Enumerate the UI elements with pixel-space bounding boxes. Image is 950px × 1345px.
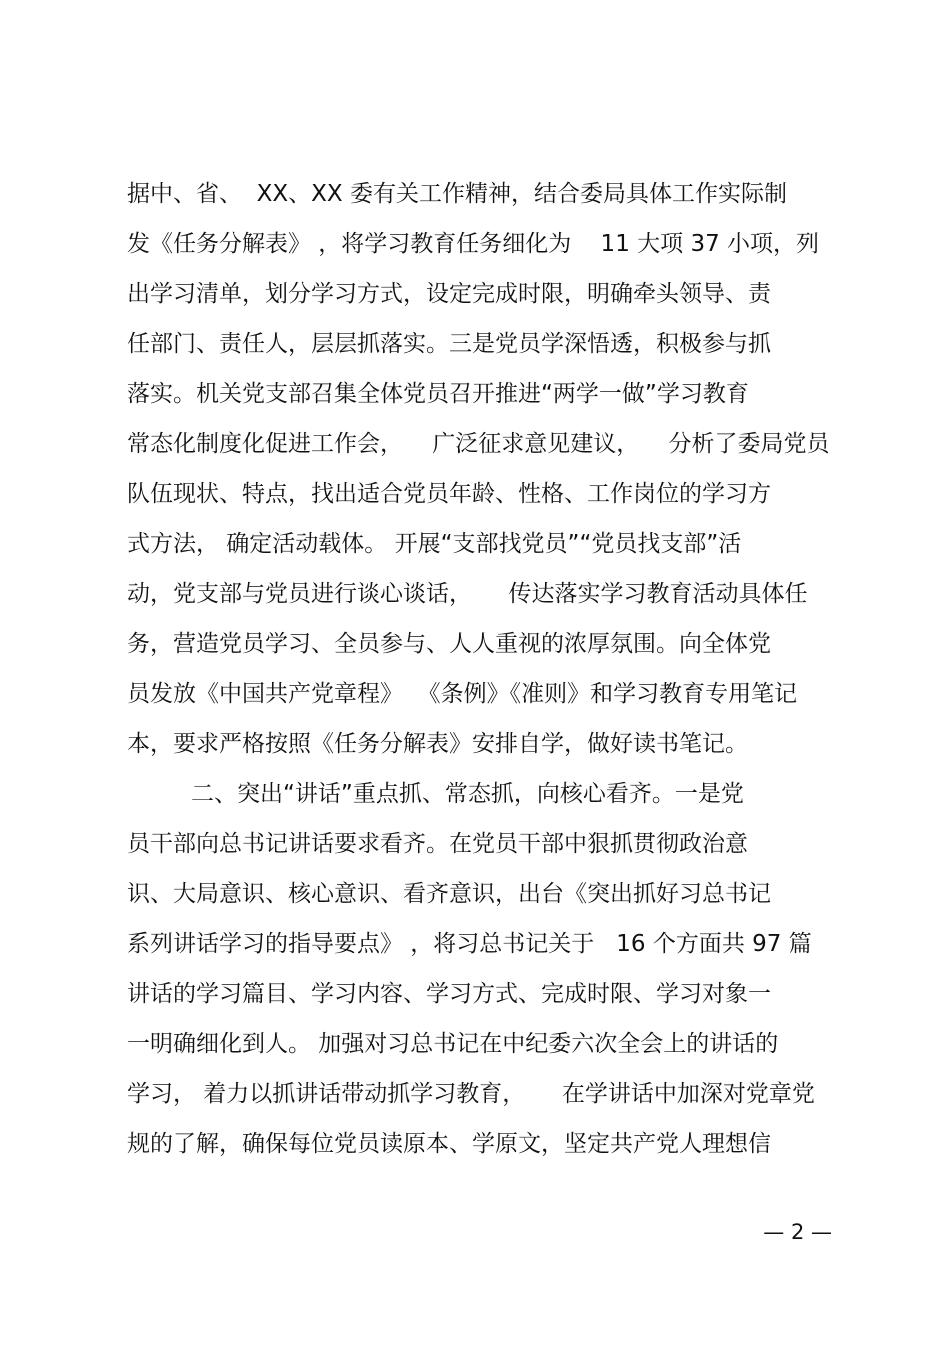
text-line: 动，党支部与党员进行谈心谈话， 传达落实学习教育活动具体任 <box>127 581 808 607</box>
text-line: 学习， 着力以抓讲话带动抓学习教育， 在学讲话中加深对党章党 <box>127 1081 815 1107</box>
text-line: 任部门、责任人，层层抓落实。三是党员学深悟透，积极参与抓 <box>127 331 771 357</box>
text-line: 务，营造党员学习、全员参与、人人重视的浓厚氛围。向全体党 <box>127 631 771 657</box>
text-line: 常态化制度化促进工作会， 广泛征求意见建议， 分析了委局党员 <box>127 431 830 457</box>
text-line: 员干部向总书记讲话要求看齐。在党员干部中狠抓贯彻政治意 <box>127 831 748 857</box>
text-line: 规的了解，确保每位党员读原本、学原文，坚定共产党人理想信 <box>127 1131 771 1157</box>
text-line: 识、大局意识、核心意识、看齐意识，出台《突出抓好习总书记 <box>127 881 771 907</box>
text-line: 发《任务分解表》 ，将学习教育任务细化为 11 大项 37 小项，列 <box>127 231 820 257</box>
text-line: 系列讲话学习的指导要点》 ，将习总书记关于 16 个方面共 97 篇 <box>127 931 812 957</box>
body-text <box>127 172 837 1172</box>
text-line: 本，要求严格按照《任务分解表》安排自学，做好读书笔记。 <box>127 731 748 757</box>
text-line: 出学习清单，划分学习方式，设定完成时限，明确牵头领导、责 <box>127 281 771 307</box>
text-line: 一明确细化到人。 加强对习总书记在中纪委六次全会上的讲话的 <box>127 1031 779 1057</box>
paragraph-start-line: 二、突出“讲话”重点抓、常态抓，向核心看齐。一是党 <box>191 781 744 807</box>
page-number: — 2 — <box>763 1220 832 1244</box>
text-line: 队伍现状、特点，找出适合党员年龄、性格、工作岗位的学习方 <box>127 481 771 507</box>
text-line: 式方法， 确定活动载体。 开展“支部找党员”“党员找支部”活 <box>127 531 742 557</box>
text-line: 员发放《中国共产党章程》 《条例》《准则》和学习教育专用笔记 <box>127 681 798 707</box>
text-line: 落实。机关党支部召集全体党员召开推进“两学一做”学习教育 <box>127 381 749 407</box>
text-line: 讲话的学习篇目、学习内容、学习方式、完成时限、学习对象一 <box>127 981 771 1007</box>
text-line: 据中、省、 XX、XX 委有关工作精神，结合委局具体工作实际制 <box>127 181 787 207</box>
